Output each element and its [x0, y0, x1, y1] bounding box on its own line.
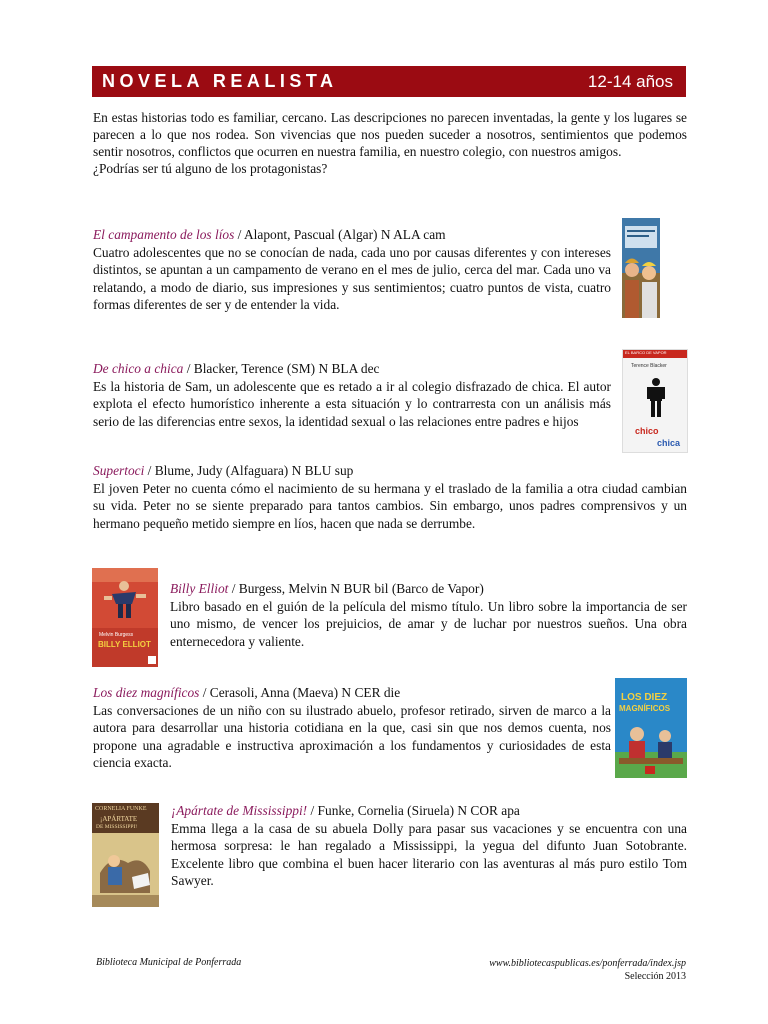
book-meta: / Burgess, Melvin N BUR bil (Barco de Vapor): [228, 581, 484, 596]
book-cover-image[interactable]: [622, 349, 688, 453]
footer-library: Biblioteca Municipal de Ponferrada: [96, 957, 242, 968]
footer-info: [489, 957, 686, 983]
footer-selection: Selección 2013: [624, 971, 686, 982]
cover-word-chico: chico: [635, 426, 659, 436]
book-title[interactable]: Billy Elliot: [170, 581, 229, 596]
book-title[interactable]: Supertoci: [93, 463, 145, 478]
book-description: Es la historia de Sam, un adolescente que es retado a ir al colegio disfrazado de chica. El autor explota el efecto humorístico inherente a esta situación y lo contrarresta con un análisis más serio de las diferencias entre sexos, la identidad sexual o las relaciones entre padres e hijos: [93, 378, 611, 429]
book-entry: [93, 462, 687, 532]
book-description: Emma llega a la casa de su abuela Dolly para pasar sus vacaciones y se encuentra con una hermosa sorpresa: le han regalado a Mississippi, la yegua del difunto Juan Sotobrante. Excelente libro que combina el buen hacer literario con las aventuras al más puro estilo Tom Sawyer.: [171, 820, 687, 888]
book-title[interactable]: El campamento de los líos: [93, 227, 235, 242]
cover-author: Melvin Burgess: [99, 632, 134, 638]
book-entry: [93, 226, 611, 314]
book-entry: [93, 360, 611, 430]
intro-paragraph: En estas historias todo es familiar, cercano. Las descripciones no parecen inventadas, la gente y los lugares se parecen a lo que nos rodea. Son vivencias que nos pueden suceder a nosotros, sentimientos que podemos sentir nosotros, conflictos que ocurren en nuestra familia, en nuestro colegio, con nuestros amigos.: [93, 110, 687, 159]
book-description: Libro basado en el guión de la película del mismo título. Un libro sobre la importancia de ser uno mismo, de vencer los prejuicios, de amar y de luchar por nuestros sueños. Una obra enternecedora y valiente.: [170, 598, 687, 649]
book-meta: / Funke, Cornelia (Siruela) N COR apa: [307, 803, 520, 818]
cover-word-chica: chica: [657, 438, 681, 448]
book-meta: / Alapont, Pascual (Algar) N ALA cam: [234, 227, 446, 242]
cover-author: Terence Blacker: [631, 363, 667, 369]
book-meta: / Blume, Judy (Alfaguara) N BLU sup: [144, 463, 354, 478]
intro-text: [93, 109, 687, 177]
book-entry: [93, 684, 611, 772]
cover-author: CORNELIA FUNKE: [95, 806, 147, 812]
book-cover-image[interactable]: [622, 218, 660, 318]
age-range: 12-14 años: [587, 71, 673, 91]
footer-url[interactable]: www.bibliotecaspublicas.es/ponferrada/index.jsp: [489, 958, 686, 969]
section-header: [92, 66, 686, 97]
book-title[interactable]: Los diez magníficos: [93, 685, 200, 700]
book-entry: [170, 580, 687, 650]
cover-title-line2: MAGNÍFICOS: [619, 704, 671, 713]
book-description: Cuatro adolescentes que no se conocían de nada, cada uno por causas diferentes y con intereses distintos, se apuntan a un campamento de verano en el mes de julio, cerca del mar. Cada uno va relatando, a modo de diario, sus impresiones y sus sentimientos; cuatro puntos de vista, cuatro formas diferentes de ser y de entender la vida.: [93, 244, 611, 312]
book-cover-image[interactable]: [92, 803, 159, 907]
book-title[interactable]: De chico a chica: [93, 361, 184, 376]
book-description: Las conversaciones de un niño con su ilustrado abuelo, profesor retirado, sirven de marco a la autora para desarrollar una historia cotidiana en la que, casi sin que nos demos cuenta, nos propone una agradable e instructiva aproximación a los fundamentos y curiosidades de esta ciencia exacta.: [93, 702, 611, 770]
cover-title-line2: DE MISSISSIPPI!: [96, 824, 138, 830]
cover-title: BILLY ELLIOT: [98, 640, 151, 649]
section-title: NOVELA REALISTA: [102, 71, 338, 91]
book-cover-image[interactable]: [615, 678, 687, 778]
book-meta: / Cerasoli, Anna (Maeva) N CER die: [199, 685, 401, 700]
book-entry: [171, 802, 687, 890]
intro-question: ¿Podrías ser tú alguno de los protagonistas?: [93, 161, 328, 176]
cover-title-line1: ¡APÁRTATE: [100, 815, 138, 823]
cover-series: EL BARCO DE VAPOR: [625, 350, 667, 355]
cover-title-line1: LOS DIEZ: [621, 692, 668, 703]
book-title[interactable]: ¡Apártate de Mississippi!: [171, 803, 308, 818]
book-meta: / Blacker, Terence (SM) N BLA dec: [183, 361, 380, 376]
book-description: El joven Peter no cuenta cómo el nacimiento de su hermana y el traslado de la familia a otra ciudad cambian su vida. Peter no se siente preparado para tantos cambios. Sin embargo, unos padres comprensivos y un hermano pequeño metido siempre en líos, hacen que nada se derrumbe.: [93, 480, 687, 531]
book-cover-image[interactable]: [92, 568, 158, 667]
